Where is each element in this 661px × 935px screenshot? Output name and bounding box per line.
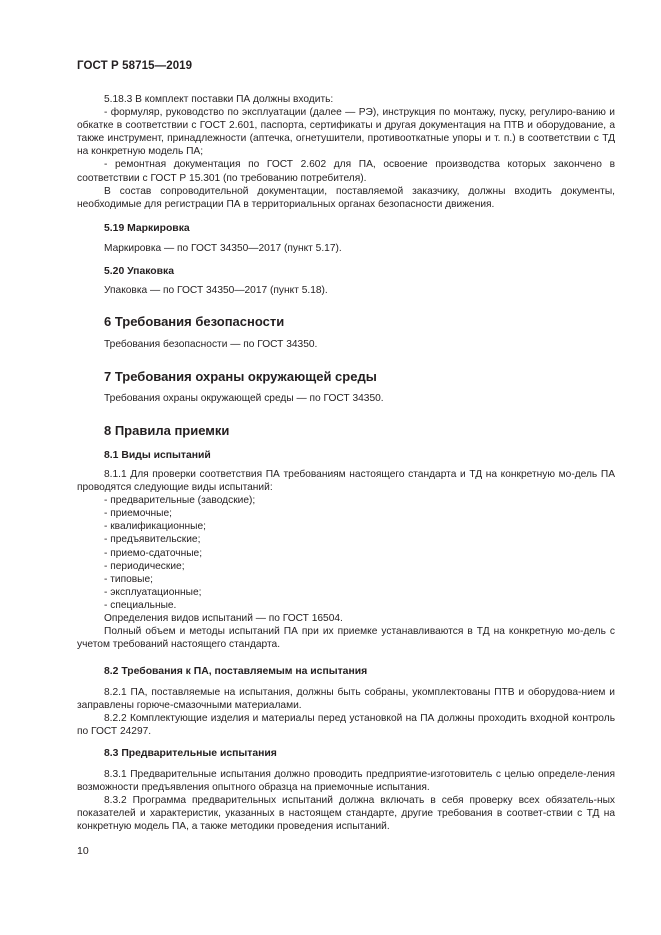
paragraph: 5.18.3 В комплект поставки ПА должны входить: (104, 94, 334, 105)
section-title-8-1: 8.1 Виды испытаний (104, 450, 211, 461)
paragraph: 8.2.2 Комплектующие изделия и материалы перед установкой на ПА должны проходить входной контроль по ГОСТ 24297. (77, 713, 615, 738)
paragraph: Упаковка — по ГОСТ 34350—2017 (пункт 5.18). (104, 285, 328, 296)
section-title-5-19: 5.19 Маркировка (104, 223, 190, 234)
section-title-8: 8 Правила приемки (104, 423, 230, 438)
list-item: - приемо-сдаточные; (104, 547, 203, 559)
paragraph: Полный объем и методы испытаний ПА при их приемке устанавливаются в ТД на конкретную мо-дель с учетом требований настоящего стандарта. (77, 626, 615, 651)
paragraph: Требования безопасности — по ГОСТ 34350. (104, 339, 318, 350)
section-8-2 (77, 686, 615, 738)
list-item: - типовые; (104, 573, 153, 585)
paragraph: 8.2.1 ПА, поставляемые на испытания, должны быть собраны, укомплектованы ПТВ и оборудова-нием и заправлены горюче-смазочными материалами. (77, 687, 615, 712)
paragraph: 8.3.1 Предварительные испытания должно проводить предприятие-изготовитель с целью определе-ления возможности предъявления опытного образца на приемочные испытания. (77, 769, 615, 794)
list-item: - предварительные (заводские); (104, 495, 256, 507)
list-item: - периодические; (104, 560, 185, 572)
list-item: - специальные. (104, 599, 177, 611)
list-item: - приемочные; (104, 508, 172, 520)
paragraph: 8.3.2 Программа предварительных испытаний должна включать в себя проверку всех обязатель-ных показателей и характеристик, указанных в настоящем стандарте, другие требования в соответ-ствии с ТД на конкретную модель ПА, а также методики проведения испытаний. (77, 795, 615, 833)
section-title-8-2: 8.2 Требования к ПА, поставляемым на испытания (104, 666, 368, 677)
paragraph: Определения видов испытаний — по ГОСТ 16504. (104, 613, 343, 625)
paragraph: В состав сопроводительной документации, поставляемой заказчику, должны входить документы, необходимые для регистрации ПА в территориальных органах безопасности движения. (77, 185, 615, 210)
list-item: - квалификационные; (104, 521, 206, 533)
page-number: 10 (77, 845, 89, 857)
list-item: - предъявительские; (104, 534, 201, 546)
section-8-1 (77, 468, 615, 651)
paragraph: Маркировка — по ГОСТ 34350—2017 (пункт 5.17). (104, 243, 342, 254)
list-item: - ремонтная документация по ГОСТ 2.602 для ПА, освоение производства которых закончено в соответствии с ГОСТ Р 15.301 (по требованию потребителя). (77, 159, 615, 184)
list-item: - эксплуатационные; (104, 586, 202, 598)
section-title-6: 6 Требования безопасности (104, 314, 285, 329)
list-item: - формуляр, руководство по эксплуатации (далее — РЭ), инструкция по монтажу, пуску, регулиро-ванию и обкатке в соответствии с ГОСТ 2.601, паспорта, сертификаты и другая документация на ПТВ и оборудование, а также инструмент, принадлежности (аптечка, огнетушители, противооткатные упоры и т. п.) в соответствии с ТД на конкретную модель ПА; (77, 107, 615, 158)
section-8-3 (77, 768, 615, 833)
section-title-7: 7 Требования охраны окружающей среды (104, 369, 377, 384)
section-5-18-3 (77, 93, 615, 211)
document-header: ГОСТ Р 58715—2019 (77, 60, 193, 72)
paragraph: 8.1.1 Для проверки соответствия ПА требованиям настоящего стандарта и ТД на конкретную мо-дель ПА проводятся следующие виды испытаний: (77, 469, 615, 494)
paragraph: Требования охраны окружающей среды — по ГОСТ 34350. (104, 393, 384, 404)
section-title-5-20: 5.20 Упаковка (104, 266, 175, 277)
section-title-8-3: 8.3 Предварительные испытания (104, 748, 277, 759)
